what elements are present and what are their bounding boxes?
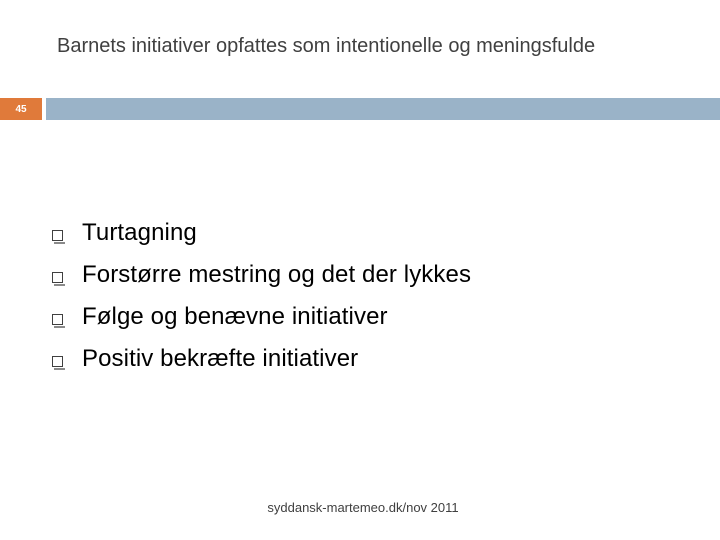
bullet-text: Turtagning: [82, 219, 197, 246]
slide-number-badge: [0, 98, 42, 120]
bullet-text: Positiv bekræfte initiativer: [82, 345, 359, 372]
bullet-text: Følge og benævne initiativer: [82, 303, 388, 330]
title-divider-bar: [46, 98, 720, 120]
square-bullet-icon: [52, 272, 63, 283]
bullet-list: [52, 212, 471, 380]
square-bullet-icon: [52, 230, 63, 241]
slide-footer: syddansk-martemeo.dk/nov 2011: [267, 500, 459, 515]
square-bullet-icon: [52, 356, 63, 367]
list-item: [52, 296, 471, 338]
list-item: [52, 254, 471, 296]
bullet-text: Forstørre mestring og det der lykkes: [82, 261, 472, 288]
list-item: [52, 212, 471, 254]
slide-number: 45: [15, 103, 27, 115]
slide-title: Barnets initiativer opfattes som intentionelle og meningsfulde: [57, 35, 596, 57]
list-item: [52, 338, 471, 380]
square-bullet-icon: [52, 314, 63, 325]
